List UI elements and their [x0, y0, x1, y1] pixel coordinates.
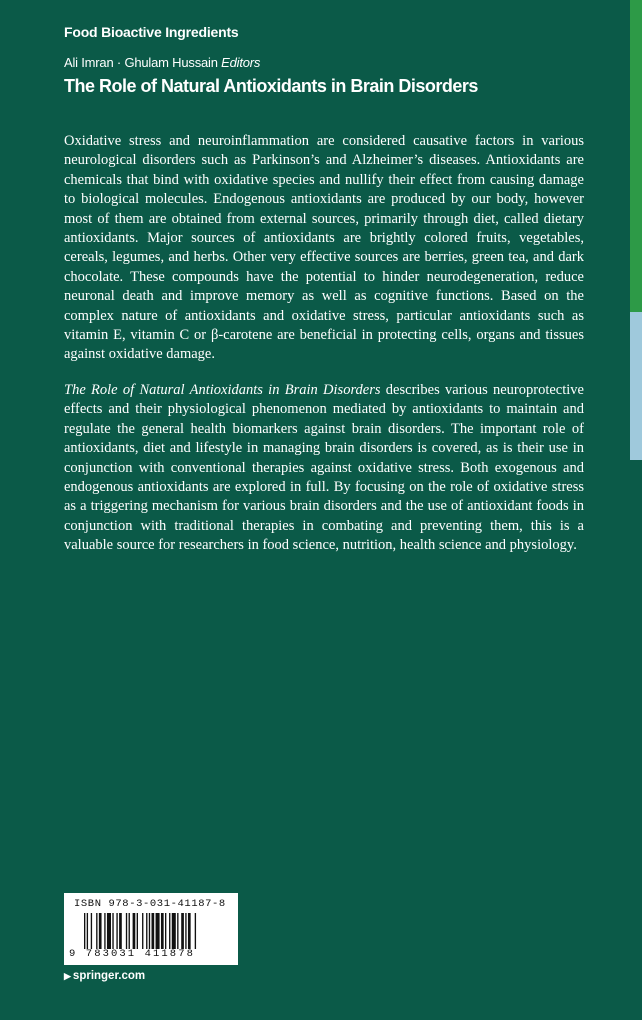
book-title-italic: The Role of Natural Antioxidants in Brain Disorders: [64, 382, 381, 398]
arrow-icon: ▶: [64, 971, 71, 981]
description-paragraph-1: Oxidative stress and neuroinflammation are considered causative factors in various neurological disorders such as Parkinson’s and Alzheimer’s diseases. Antioxidants are chemicals that bind with oxidative species and nullify their effect from causing damage to biological molecules. Endogenous antioxidants are produced by our body, however most of them are obtained from external sources, primarily through diet, called dietary antioxidants. Major sources of antioxidants are brightly colored fruits, vegetables, cereals, legumes, and herbs. Other very effective sources are berries, green tea, and dark chocolate. These compounds have the potential to hinder neurodegeneration, reduce neuronal death and improve memory as well as cognitive functions. Based on the complex nature of antioxidants and oxidative stress, particular antioxidants such as vitamin E, vitamin C or β-carotene are beneficial in protecting cells, organs and tissues against oxidative damage.: [64, 133, 584, 363]
paragraph-2-text: describes various neuroprotective effects and their physiological phenomenon mediated by antioxidants to maintain and regulate the general health biomarkers against brain disorders. The important role of antioxidants, diet and lifestyle in managing brain disorders is covered, as is their use in conjunction with conventional therapies against oxidative stress. Both exogenous and endogenous antioxidants are explored in full. By focusing on the role of oxidative stress as a triggering mechanism for various brain disorders and the use of antioxidant foods in conjunction with traditional therapies in combating and preventing them, this is a valuable source for researchers in food science, nutrition, health science and physiology.: [64, 382, 584, 554]
editor-names: Ali Imran · Ghulam Hussain: [64, 55, 218, 70]
barcode-bars: [84, 913, 234, 949]
description-paragraph-2: [64, 381, 584, 556]
editors-line: [64, 55, 260, 70]
isbn-label: ISBN 978-3-031-41187-8: [74, 898, 226, 910]
spine-stripe-blue: [630, 312, 642, 460]
spine-stripe-green: [630, 0, 642, 312]
barcode-digits: 9 783031 411878: [69, 948, 196, 960]
book-title: The Role of Natural Antioxidants in Brain Disorders: [64, 76, 478, 96]
editors-role: Editors: [221, 55, 261, 70]
barcode-box: [64, 893, 238, 965]
publisher-website: [64, 970, 145, 982]
series-name: Food Bioactive Ingredients: [64, 24, 239, 40]
website-text: springer.com: [72, 970, 146, 982]
